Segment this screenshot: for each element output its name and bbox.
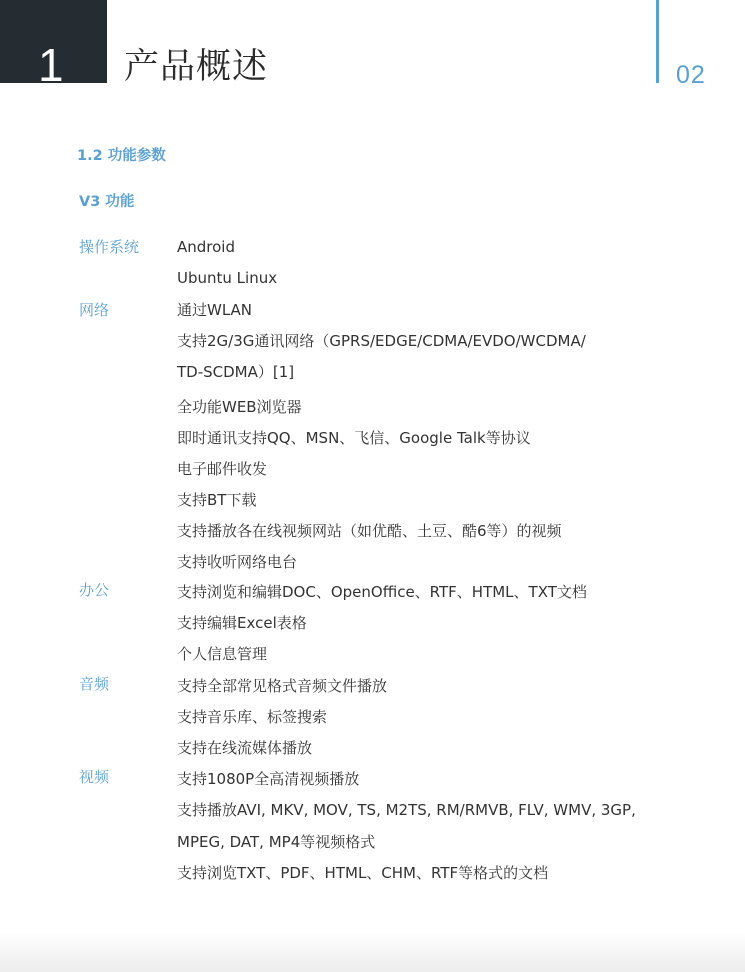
sub-heading: V3 功能	[79, 194, 135, 210]
spec-line: 支持编辑Excel表格	[177, 614, 307, 632]
page-number: 02	[676, 61, 706, 89]
spec-line: 支持收听网络电台	[177, 553, 298, 571]
spec-line: 支持浏览TXT、PDF、HTML、CHM、RTF等格式的文档	[177, 864, 549, 882]
chapter-number: 1	[38, 39, 64, 91]
spec-line: Ubuntu Linux	[177, 269, 278, 287]
spec-line: 支持浏览和编辑DOC、OpenOffice、RTF、HTML、TXT文档	[177, 583, 587, 601]
spec-line: 即时通讯支持QQ、MSN、飞信、Google Talk等协议	[177, 429, 531, 447]
spec-line: 电子邮件收发	[177, 460, 268, 478]
category-os: 操作系统	[79, 238, 140, 256]
section-heading: 1.2 功能参数	[77, 148, 166, 164]
header-divider	[656, 0, 659, 83]
spec-line: 全功能WEB浏览器	[177, 398, 302, 416]
category-audio: 音频	[79, 675, 110, 693]
spec-line: 通过WLAN	[177, 301, 253, 319]
spec-line: Android	[177, 238, 235, 256]
spec-line: 支持1080P全高清视频播放	[177, 770, 360, 788]
category-network: 网络	[79, 301, 110, 319]
category-office: 办公	[79, 581, 110, 599]
spec-line: 支持音乐库、标签搜索	[177, 708, 328, 726]
spec-line: 支持在线流媒体播放	[177, 739, 313, 757]
page-footer-shadow	[0, 932, 745, 972]
spec-line: 个人信息管理	[177, 645, 268, 663]
spec-line: TD-SCDMA）[1]	[177, 363, 295, 381]
spec-line: MPEG, DAT, MP4等视频格式	[177, 833, 376, 851]
spec-line: 支持2G/3G通讯网络（GPRS/EDGE/CDMA/EVDO/WCDMA/	[177, 332, 586, 350]
chapter-title: 产品概述	[124, 47, 269, 87]
spec-line: 支持BT下载	[177, 491, 257, 509]
spec-line: 支持播放各在线视频网站（如优酷、土豆、酷6等）的视频	[177, 522, 562, 540]
category-video: 视频	[79, 768, 110, 786]
spec-line: 支持全部常见格式音频文件播放	[177, 677, 388, 695]
spec-line: 支持播放AVI, MKV, MOV, TS, M2TS, RM/RMVB, FLV, WMV, 3GP,	[177, 801, 636, 819]
